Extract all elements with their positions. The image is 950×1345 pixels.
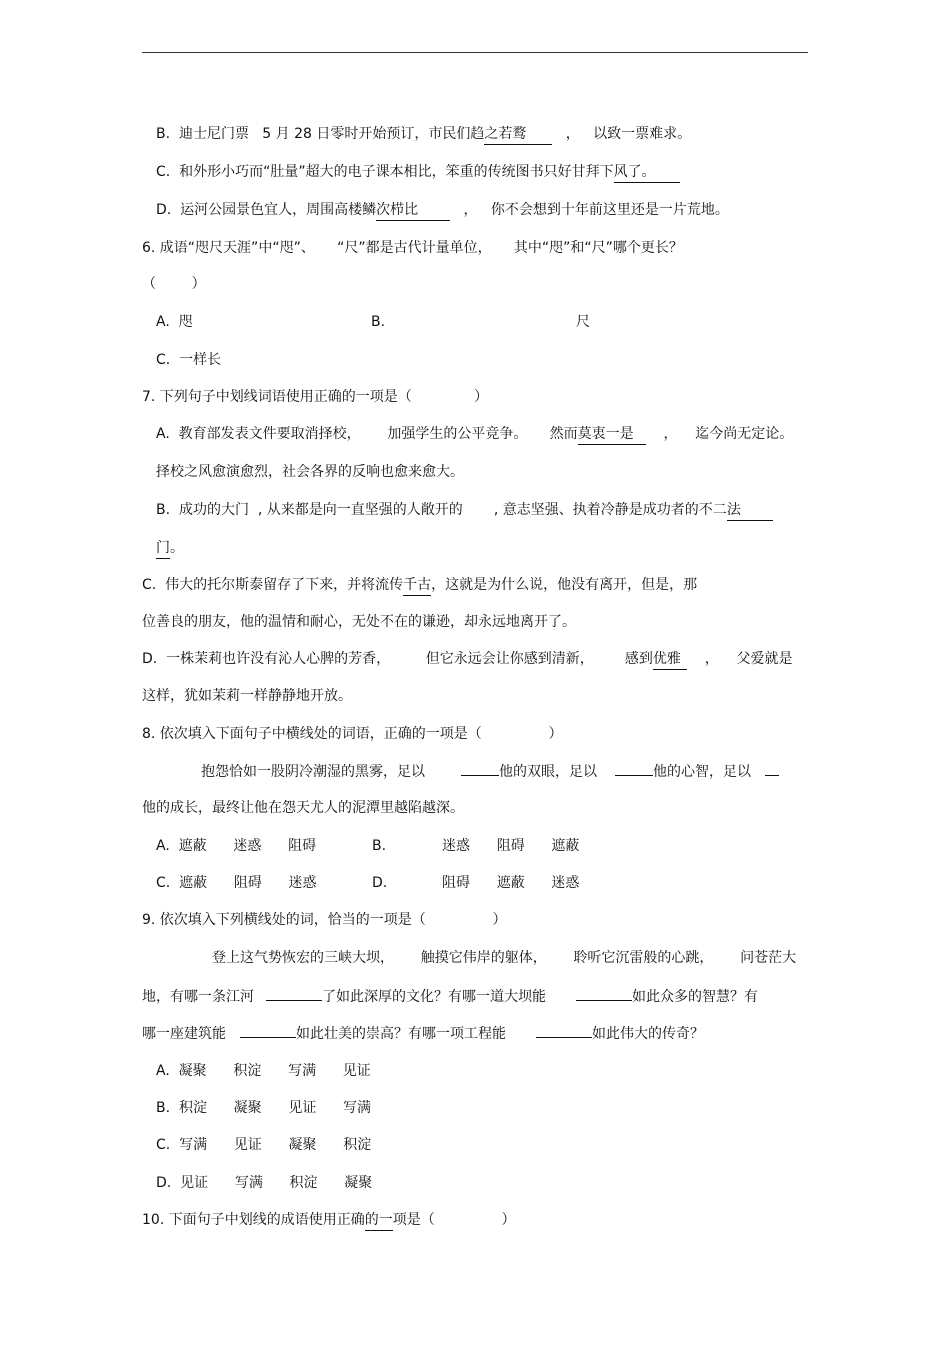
q6-option-a: A. 咫 xyxy=(156,314,193,330)
q6-option-b-text: 尺 xyxy=(576,314,590,330)
q8-option-d-label: D. xyxy=(372,875,388,891)
underlined-phrase: 之若鹜 xyxy=(484,124,552,145)
q5-option-d: D. 运河公园景色宜人，周围高楼鳞次栉比 ， 你不会想到十年前这里还是一片荒地。 xyxy=(156,200,729,221)
q9-passage-line3: 哪一座建筑能 如此壮美的崇高？有哪一项工程能 如此伟大的传奇？ xyxy=(142,1023,704,1044)
underlined-phrase: 次栉比 xyxy=(376,200,450,221)
underlined-phrase: 法 xyxy=(727,500,773,521)
header-rule xyxy=(142,52,808,53)
fill-blank xyxy=(576,986,632,1001)
q7-option-a-line1: A. 教育部发表文件要取消择校， 加强学生的公平竞争。 然而莫衷一是 ， 迄今尚无定论。 xyxy=(156,424,793,445)
q8-option-c: C. 遮蔽 阻碍 迷惑 xyxy=(156,875,317,891)
underlined-phrase: 门 xyxy=(156,538,170,559)
q8-option-b-label: B. xyxy=(372,838,387,854)
q5-option-b: B. 迪士尼门票 5 月 28 日零时开始预订，市民们趋之若鹜 ， 以致一票难求。 xyxy=(156,124,691,145)
underlined-phrase: 莫衷一是 xyxy=(578,424,646,445)
q7-option-b-line1: B. 成功的大门 , 从来都是向一直坚强的人敞开的 , 意志坚强、执着冷静是成功者的不二法 xyxy=(156,500,773,521)
q5-option-c: C. 和外形小巧而“肚量”超大的电子课本相比，笨重的传统图书只好甘拜下风了。 xyxy=(156,162,680,183)
q7-option-b-line2: 门。 xyxy=(156,538,184,559)
q7-option-c-line2: 位善良的朋友，他的温情和耐心，无处不在的谦逊，却永远地离开了。 xyxy=(142,614,576,630)
q7-stem: 7. 下列句子中划线词语使用正确的一项是（ ） xyxy=(142,389,489,405)
q8-passage-line1: 抱怨恰如一股阴冷潮湿的黑雾，足以 他的双眼，足以 他的心智，足以 xyxy=(201,761,779,782)
q8-option-d-text: 阻碍 遮蔽 迷惑 xyxy=(442,875,580,891)
q7-option-a-line2: 择校之风愈演愈烈，社会各界的反响也愈来愈大。 xyxy=(156,464,464,480)
fill-blank xyxy=(615,761,653,776)
q8-stem: 8. 依次填入下面句子中横线处的词语，正确的一项是（ ） xyxy=(142,726,563,742)
underlined-phrase: 风了。 xyxy=(614,162,680,183)
q8-option-b-text: 迷惑 阻碍 遮蔽 xyxy=(442,838,580,854)
q9-passage-line1: 登上这气势恢宏的三峡大坝， 触摸它伟岸的躯体， 聆听它沉雷般的心跳， 问苍茫大 xyxy=(212,950,797,966)
underlined-phrase: 千古 xyxy=(403,575,431,596)
q6-stem: 6. 成语“咫尺天涯”中“咫”、 “尺”都是古代计量单位， 其中“咫”和“尺”哪个更长？ xyxy=(142,240,683,256)
q7-option-d-line1: D. 一株茉莉也许没有沁人心脾的芳香， 但它永远会让你感到清新， 感到优雅 ， 父爱就是 xyxy=(142,649,793,670)
q6-option-c: C. 一样长 xyxy=(156,352,222,368)
q7-option-c-line1: C. 伟大的托尔斯泰留存了下来，并将流传千古，这就是为什么说，他没有离开，但是，那 xyxy=(142,575,697,596)
q9-option-d: D. 见证 写满 积淀 凝聚 xyxy=(156,1175,373,1191)
fill-blank xyxy=(266,986,322,1001)
q9-option-a: A. 凝聚 积淀 写满 见证 xyxy=(156,1063,371,1079)
q9-passage-line2: 地，有哪一条江河 了如此深厚的文化？有哪一道大坝能 如此众多的智慧？有 xyxy=(142,986,758,1007)
q7-option-d-line2: 这样，犹如茉莉一样静静地开放。 xyxy=(142,688,352,704)
q9-option-c: C. 写满 见证 凝聚 积淀 xyxy=(156,1137,372,1153)
q6-option-b-label: B. xyxy=(371,314,386,330)
q6-answer-paren: （ ） xyxy=(142,276,206,292)
q9-stem: 9. 依次填入下列横线处的词，恰当的一项是（ ） xyxy=(142,912,507,928)
underlined-phrase: 的一 xyxy=(365,1210,393,1231)
q9-option-b: B. 积淀 凝聚 见证 写满 xyxy=(156,1100,372,1116)
fill-blank xyxy=(461,761,499,776)
q8-option-a: A. 遮蔽 迷惑 阻碍 xyxy=(156,838,317,854)
q10-stem: 10. 下面句子中划线的成语使用正确的一项是（ ） xyxy=(142,1210,515,1231)
fill-blank xyxy=(240,1023,296,1038)
q8-passage-line2: 他的成长，最终让他在怨天尤人的泥潭里越陷越深。 xyxy=(142,800,464,816)
fill-blank xyxy=(536,1023,592,1038)
fill-blank xyxy=(765,761,779,776)
underlined-phrase: 优雅 xyxy=(653,649,687,670)
